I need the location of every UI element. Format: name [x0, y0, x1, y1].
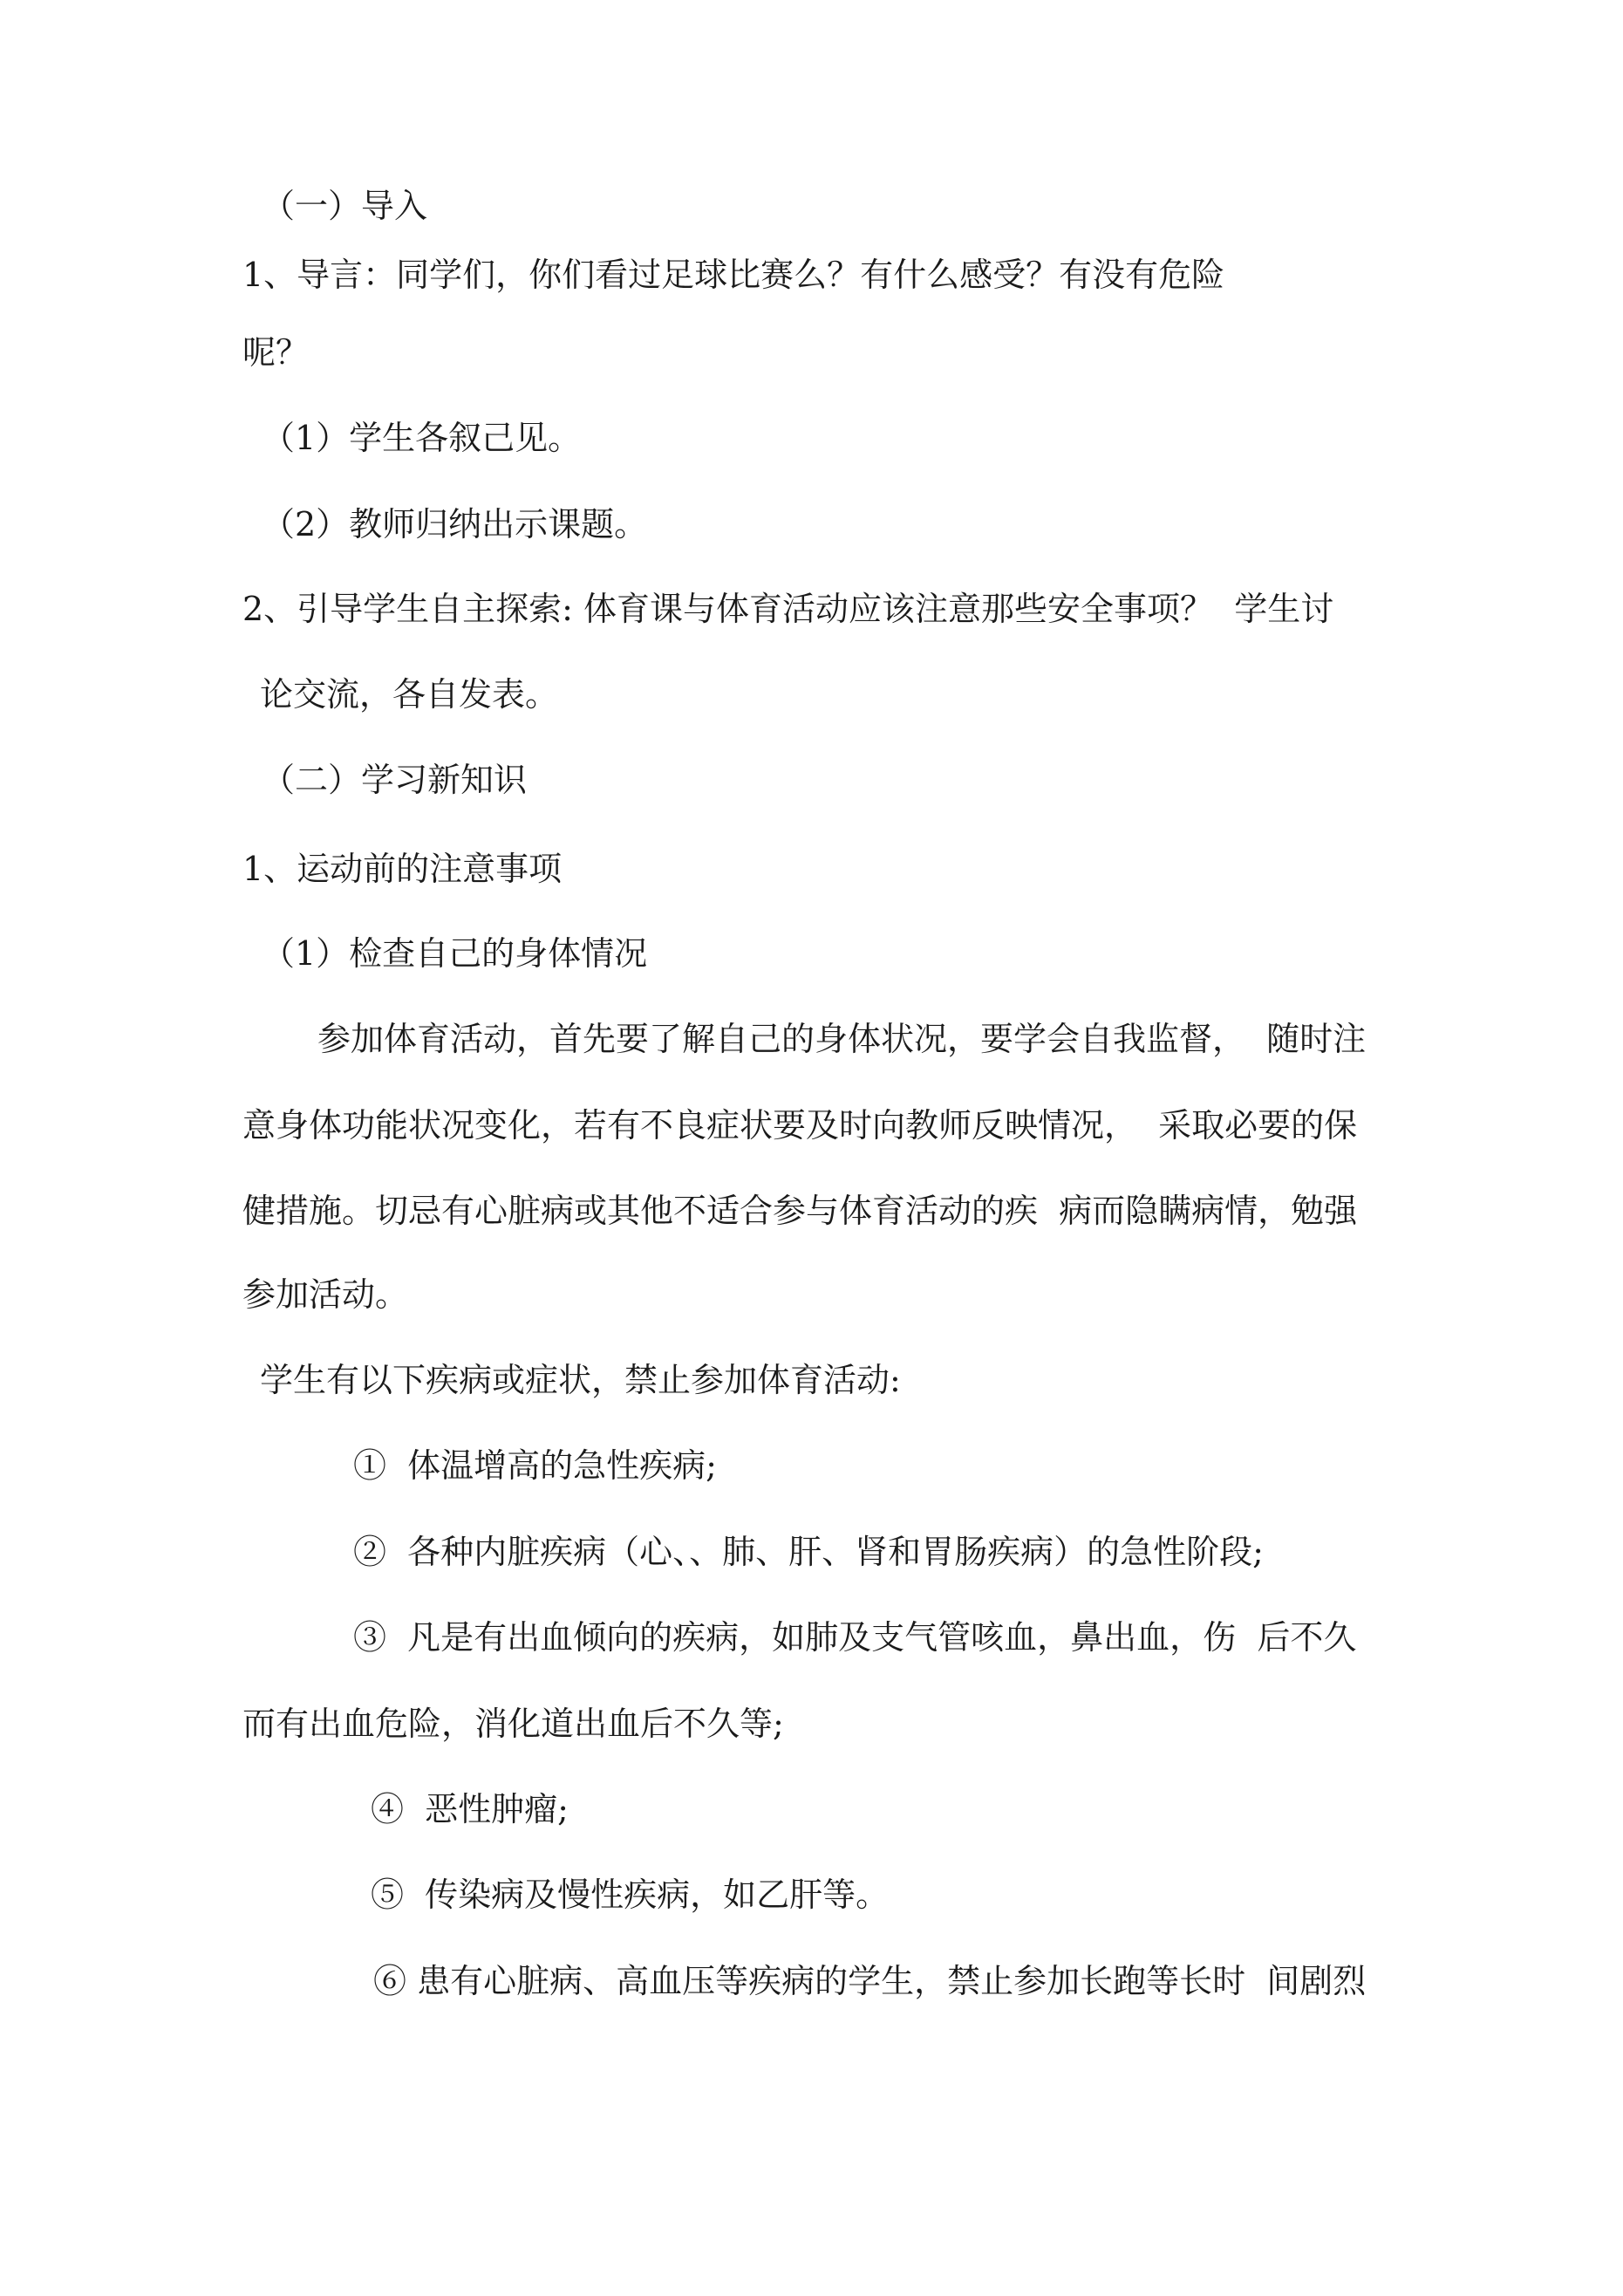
subsection-heading: 1、运动前的注意事项 — [242, 850, 563, 888]
list-item: ② 各种内脏疾病（心、、肺、肝、肾和胃肠疾病）的急性阶段; — [353, 1533, 1264, 1571]
list-item: （2）教师归纳出示课题。 — [262, 505, 648, 543]
paragraph-line: 参加活动。 — [242, 1275, 409, 1314]
paragraph-line: 健措施。切忌有心脏病或其他不适合参与体育活动的疾 病而隐瞒病情，勉强 — [242, 1192, 1358, 1230]
paragraph-line: 2、引导学生自主探索: 体育课与体育活动应该注意那些安全事项？ 学生讨 — [242, 590, 1334, 628]
paragraph-line: 意身体功能状况变化，若有不良症状要及时向教师反映情况， 采取必要的保 — [242, 1106, 1358, 1145]
paragraph-line: 参加体育活动，首先要了解自己的身体状况，要学会自我监督， 随时注 — [317, 1020, 1367, 1058]
list-item: （1）学生各叙己见。 — [262, 419, 582, 457]
list-item: ⑥ 患有心脏病、高血压等疾病的学生，禁止参加长跑等长时 间剧烈 — [373, 1962, 1367, 2000]
list-item: ① 体温增高的急性疾病; — [353, 1446, 717, 1485]
paragraph-line: 学生有以下疾病或症状，禁止参加体育活动: — [260, 1361, 901, 1399]
list-item: ④ 恶性肿瘤; — [371, 1790, 569, 1828]
list-item: ③ 凡是有出血倾向的疾病，如肺及支气管咳血，鼻出血，伤 后不久 — [353, 1618, 1357, 1657]
paragraph-line: 论交流，各自发表。 — [260, 675, 559, 714]
paragraph-line: 而有出血危险，消化道出血后不久等; — [242, 1705, 784, 1743]
list-item: （1）检查自己的身体情况 — [262, 934, 648, 973]
list-item: ⑤ 传染病及慢性疾病，如乙肝等。 — [371, 1876, 890, 1914]
paragraph-line: 1、导言：同学们，你们看过足球比赛么？有什么感受？有没有危险 — [242, 256, 1225, 294]
section-heading-new-knowledge: （二）学习新知识 — [262, 761, 528, 799]
section-heading-intro: （一）导入 — [262, 187, 428, 225]
paragraph-line: 呢？ — [242, 333, 310, 372]
